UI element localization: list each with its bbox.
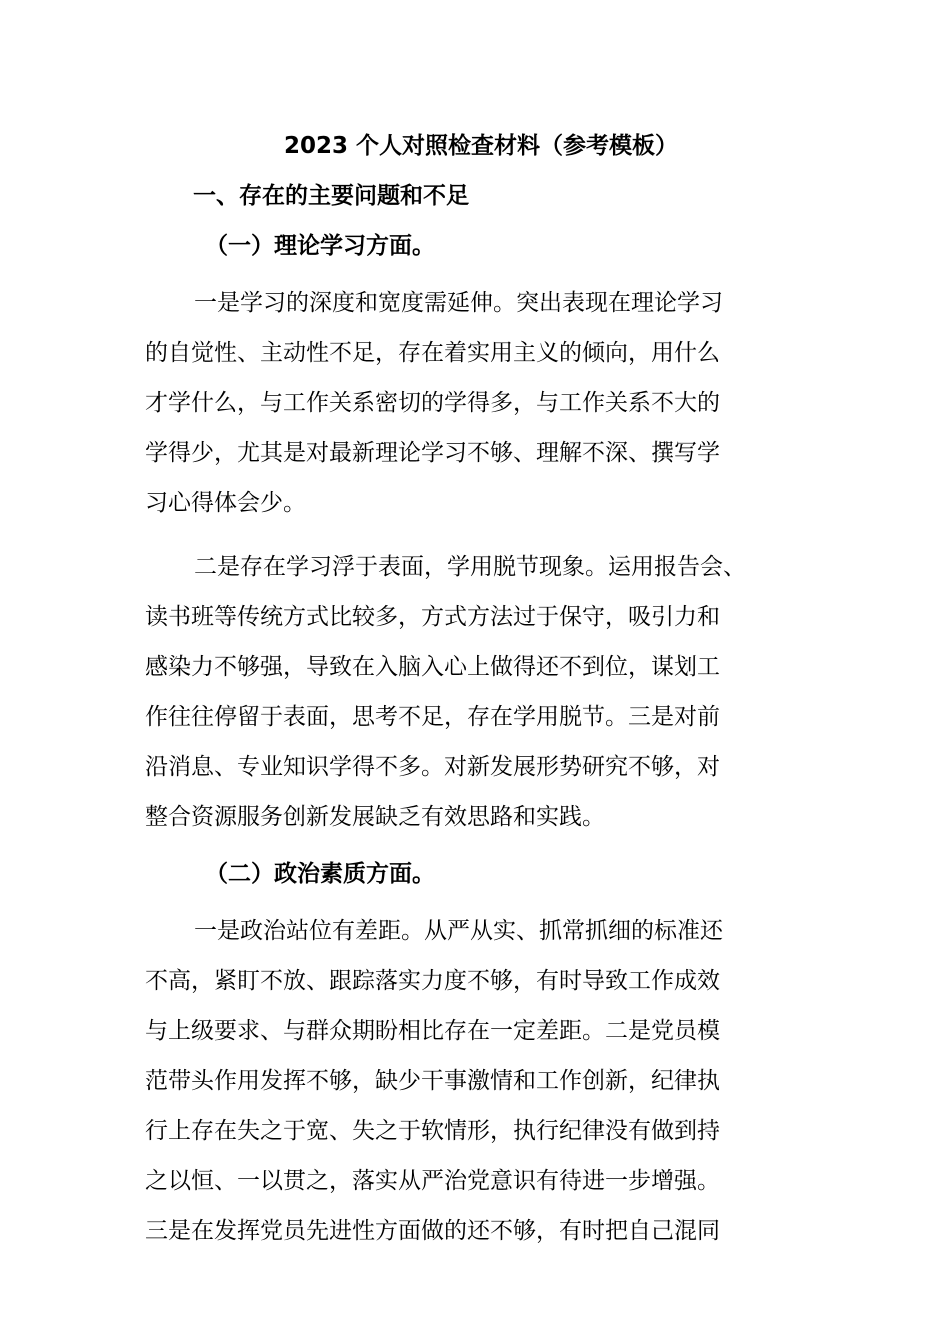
sub-heading-theory-study: （一）理论学习方面。 bbox=[205, 233, 435, 259]
paragraph-line: 一是学习的深度和宽度需延伸。突出表现在理论学习 bbox=[194, 290, 723, 316]
paragraph-line: 作往往停留于表面，思考不足，存在学用脱节。三是对前 bbox=[145, 704, 720, 730]
document-title: 2023 个人对照检查材料（参考模板） bbox=[283, 133, 679, 159]
paragraph-line: 读书班等传统方式比较多，方式方法过于保守，吸引力和 bbox=[145, 604, 720, 630]
paragraph-political-stance bbox=[145, 906, 807, 1256]
paragraph-line: 学得少，尤其是对最新理论学习不够、理解不深、撰写学 bbox=[145, 440, 720, 466]
paragraph-line: 三是在发挥党员先进性方面做的还不够，有时把自己混同 bbox=[145, 1218, 720, 1244]
paragraph-line: 整合资源服务创新发展缺乏有效思路和实践。 bbox=[145, 804, 605, 830]
sub-heading-political-quality: （二）政治素质方面。 bbox=[205, 861, 435, 887]
paragraph-line: 之以恒、一以贯之，落实从严治党意识有待进一步增强。 bbox=[145, 1168, 720, 1194]
paragraph-line: 感染力不够强，导致在入脑入心上做得还不到位，谋划工 bbox=[145, 654, 720, 680]
paragraph-study-depth bbox=[145, 278, 807, 528]
paragraph-line: 与上级要求、与群众期盼相比存在一定差距。二是党员模 bbox=[145, 1018, 720, 1044]
paragraph-line: 才学什么，与工作关系密切的学得多，与工作关系不大的 bbox=[145, 390, 720, 416]
paragraph-line: 一是政治站位有差距。从严从实、抓常抓细的标准还 bbox=[194, 918, 723, 944]
paragraph-study-superficial bbox=[145, 542, 807, 842]
paragraph-line: 范带头作用发挥不够，缺少干事激情和工作创新，纪律执 bbox=[145, 1068, 720, 1094]
paragraph-line: 行上存在失之于宽、失之于软情形，执行纪律没有做到持 bbox=[145, 1118, 720, 1144]
paragraph-line: 习心得体会少。 bbox=[145, 490, 306, 516]
section-heading-problems: 一、存在的主要问题和不足 bbox=[193, 183, 469, 209]
paragraph-line: 的自觉性、主动性不足，存在着实用主义的倾向，用什么 bbox=[145, 340, 720, 366]
paragraph-line: 二是存在学习浮于表面，学用脱节现象。运用报告会、 bbox=[194, 554, 746, 580]
paragraph-line: 不高，紧盯不放、跟踪落实力度不够，有时导致工作成效 bbox=[145, 968, 720, 994]
paragraph-line: 沿消息、专业知识学得不多。对新发展形势研究不够，对 bbox=[145, 754, 720, 780]
